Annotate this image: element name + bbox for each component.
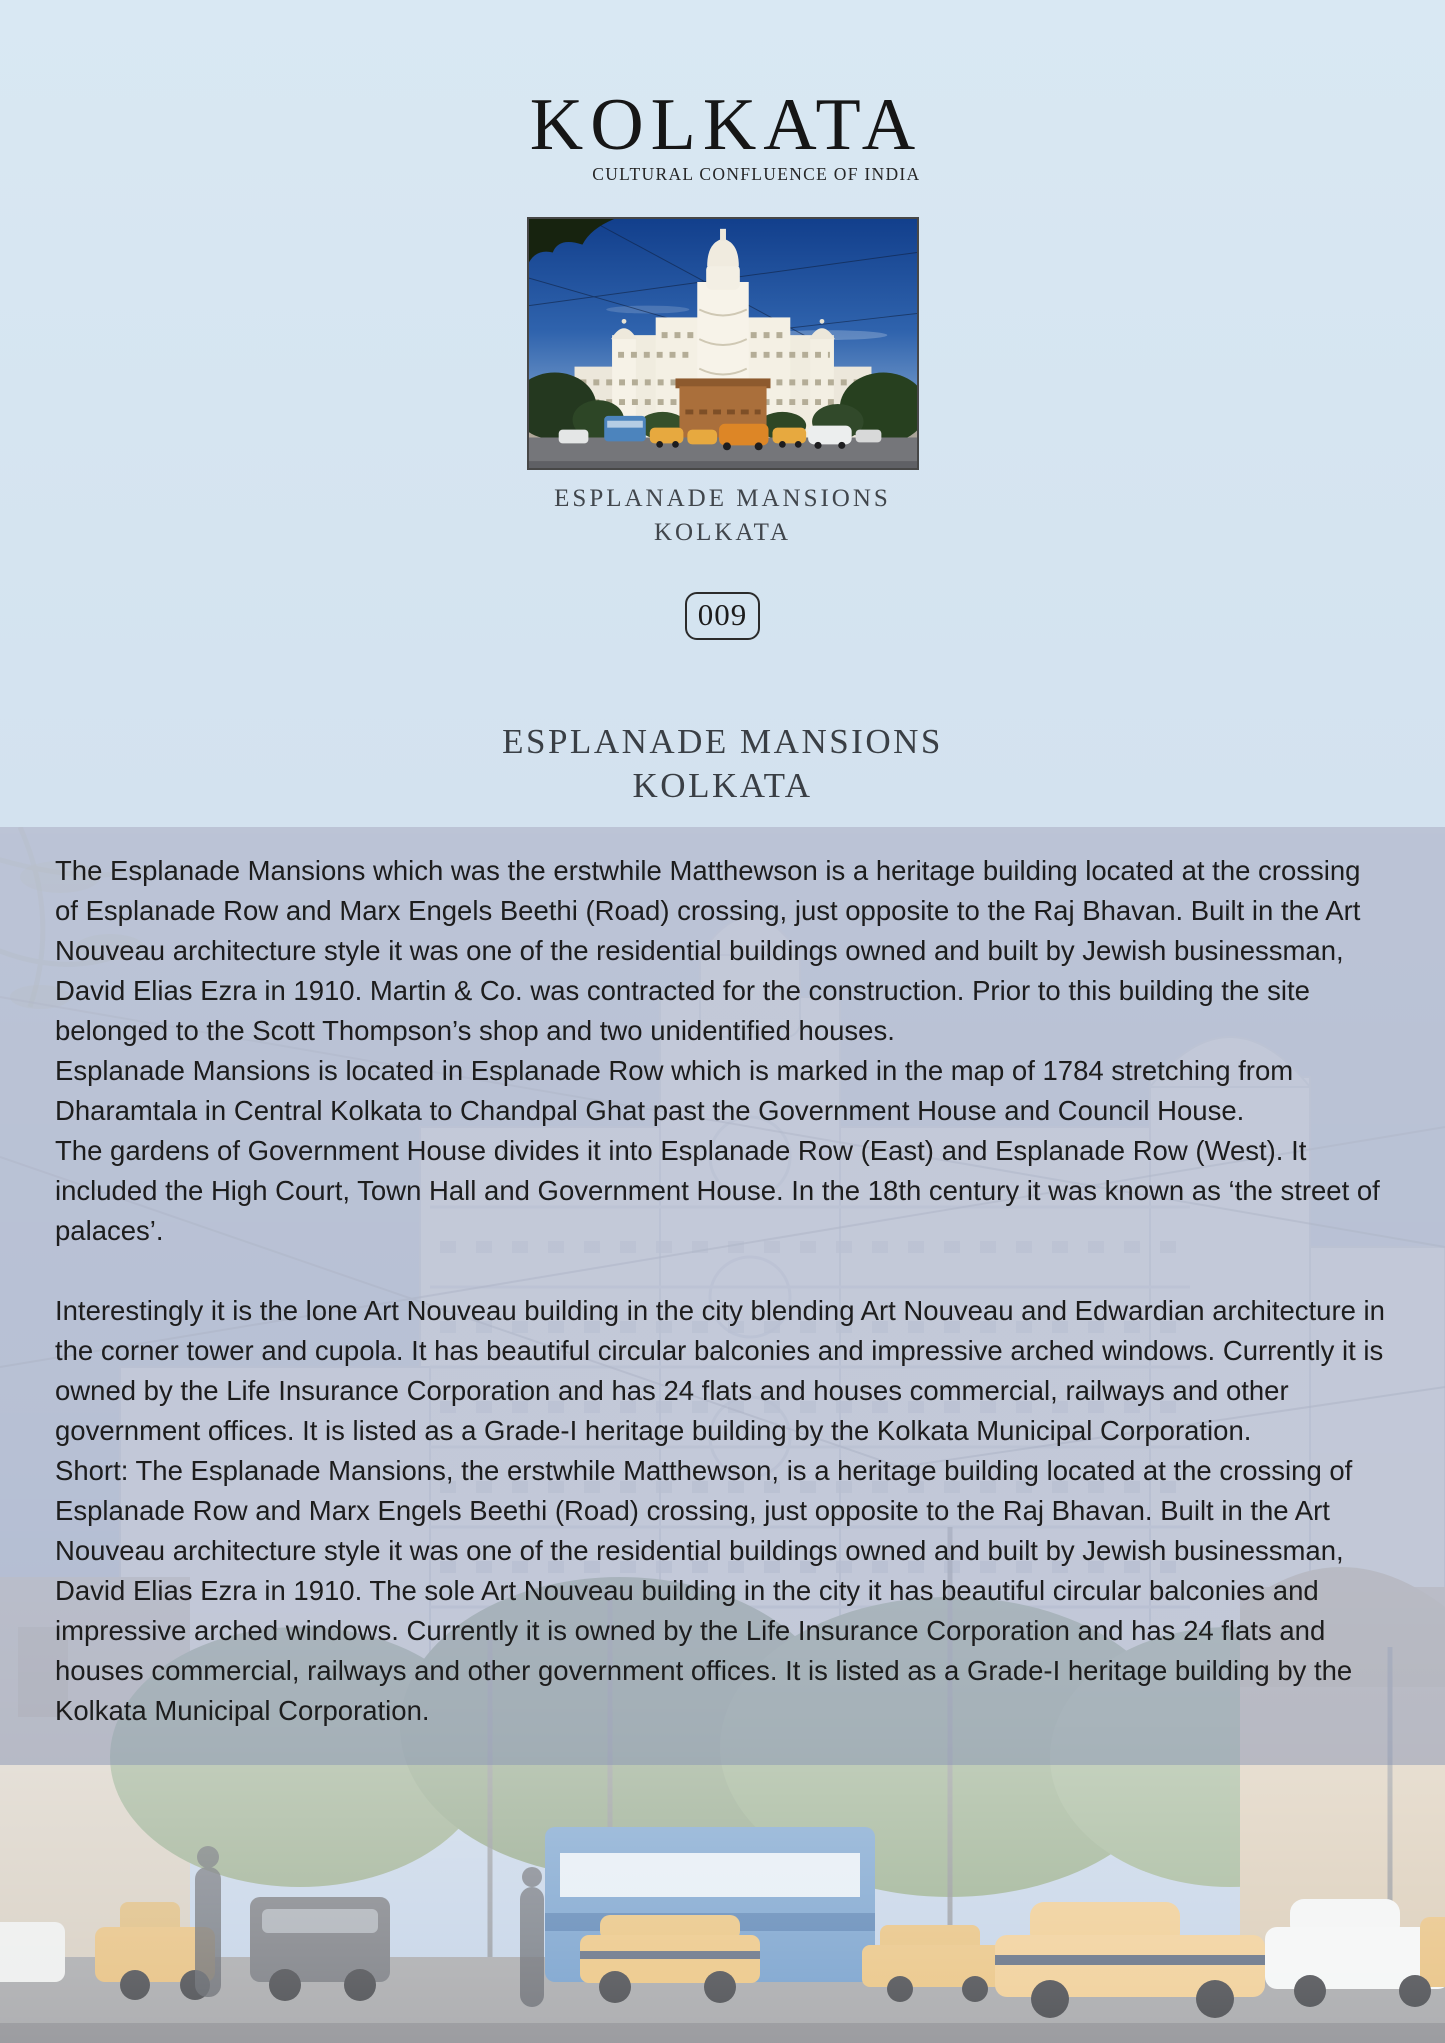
section-heading-line2: KOLKATA: [632, 766, 813, 805]
building-photo-illustration: [529, 219, 917, 468]
paragraph-2-segment-1: Interestingly it is the lone Art Nouveau building in the city blending Art Nouveau and Edwardian architecture in the corner tower and cupola. It has beautiful circular balconies and impressive arched windows. Currently it is owned by the Life Insurance Corporation and has 24 flats and houses commercial, railways and other government offices. It is listed as a Grade-I heritage building by the Kolkata Municipal Corporation.: [55, 1295, 1385, 1446]
page-title: KOLKATA: [529, 84, 923, 166]
page-subtitle: CULTURAL CONFLUENCE OF INDIA: [592, 164, 921, 184]
paragraph-2-segment-2: Short: The Esplanade Mansions, the erstwhile Matthewson, is a heritage building located at the crossing of Esplanade Row and Marx Engels Beethi (Road) crossing, just opposite to the Raj Bhavan. Built in the Art Nouveau architecture style it was one of the residential buildings owned and built by Jewish businessman, David Elias Ezra in 1910. The sole Art Nouveau building in the city it has beautiful circular balconies and impressive arched windows. Currently it is owned by the Life Insurance Corporation and has 24 flats and houses commercial, railways and other government offices. It is listed as a Grade-I heritage building by the Kolkata Municipal Corporation.: [55, 1455, 1353, 1726]
photo-caption: [0, 482, 1445, 550]
paragraph-1-segment-3: The gardens of Government House divides it into Esplanade Row (East) and Esplanade Row (West). It included the High Court, Town Hall and Government House. In the 18th century it was known as ‘the street of palaces’.: [55, 1135, 1380, 1246]
subtitle-wrap: [525, 164, 921, 185]
article-text-panel: [0, 827, 1445, 1765]
article-paragraph-2: [55, 1291, 1390, 1731]
photo-caption-line2: KOLKATA: [653, 519, 792, 546]
badge-row: [0, 550, 1445, 640]
article-paragraph-1: [55, 851, 1390, 1251]
section-heading-line1: ESPLANADE MANSIONS: [502, 722, 943, 761]
section-heading: [0, 720, 1445, 808]
esplanade-mansions-photo: [527, 217, 919, 470]
paragraph-1-segment-2: Esplanade Mansions is located in Esplanade Row which is marked in the map of 1784 stretching from Dharamtala in Central Kolkata to Chandpal Ghat past the Government House and Council House.: [55, 1055, 1294, 1126]
issue-number-badge: 009: [685, 592, 761, 640]
masthead: [0, 0, 1445, 808]
photo-caption-line1: ESPLANADE MANSIONS: [554, 485, 891, 512]
article-section: [0, 827, 1445, 2043]
paragraph-1-segment-1: The Esplanade Mansions which was the erstwhile Matthewson is a heritage building located at the crossing of Esplanade Row and Marx Engels Beethi (Road) crossing, just opposite to the Raj Bhavan. Built in the Art Nouveau architecture style it was one of the residential buildings owned and built by Jewish businessman, David Elias Ezra in 1910. Martin & Co. was contracted for the construction. Prior to this building the site belonged to the Scott Thompson’s shop and two unidentified houses.: [55, 855, 1361, 1046]
